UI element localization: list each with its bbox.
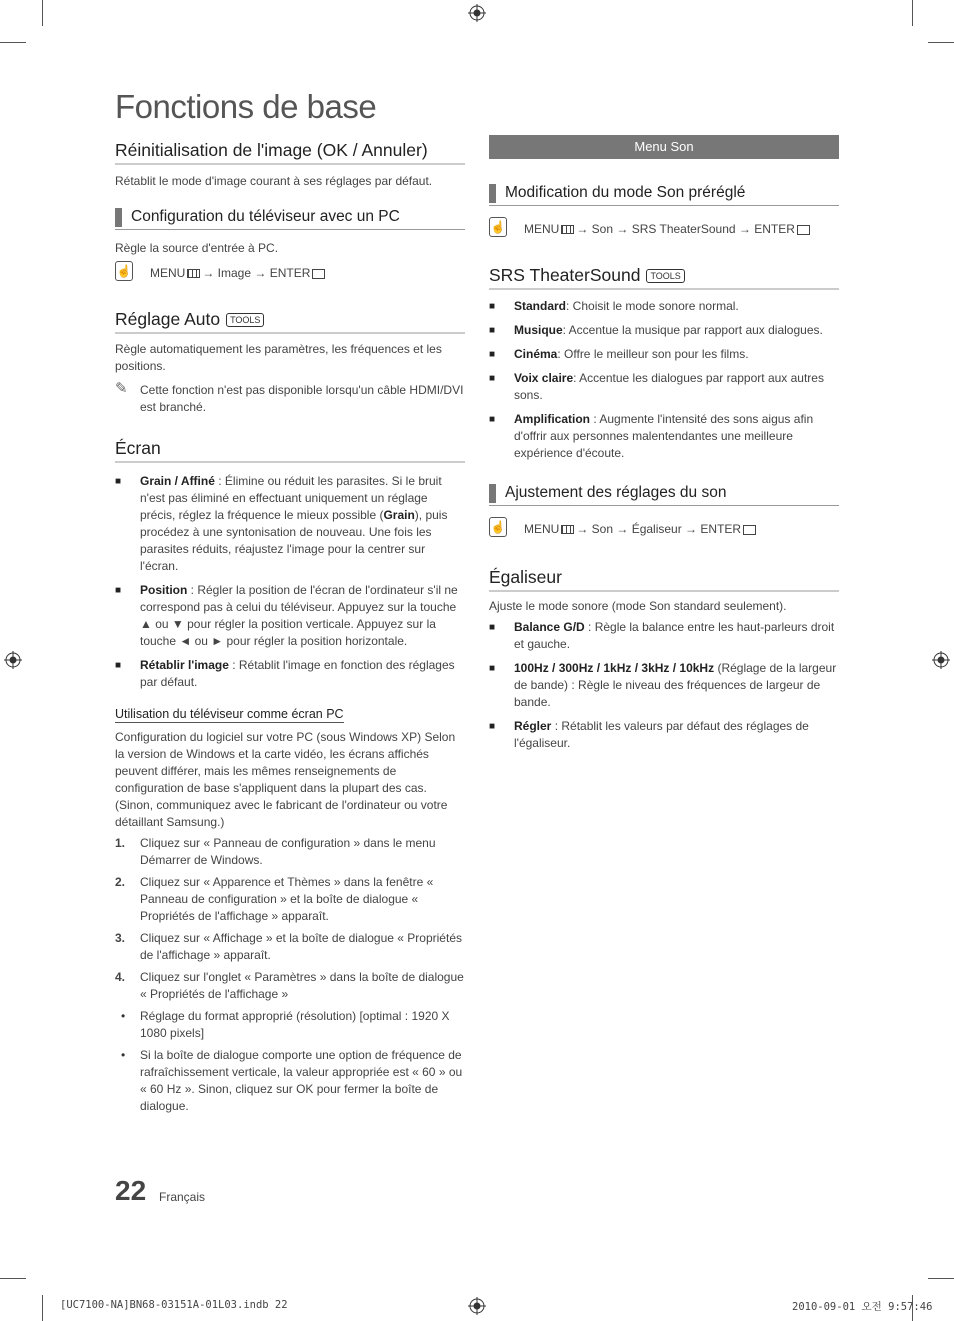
tools-label: TOOLS — [230, 315, 261, 326]
item-text: : Augmente l'intensité des sons aigus afin d'offrir aux personnes malentendantes une meilleure expérience d'écoute. — [514, 412, 814, 460]
section-heading — [489, 265, 839, 290]
eq-list — [489, 619, 839, 752]
note-text: Cette fonction n'est pas disponible lorsqu'un câble HDMI/DVI est branché. — [140, 383, 464, 414]
item-text: : Régler la position de l'écran de l'ordinateur s'il ne correspond pas à celui du téléviseur. Appuyez sur la touche ▲ ou ▼ pour régler la position verticale. Appuyez sur la touche ◄ ou ► pour régler la position horizontale. — [140, 583, 458, 648]
step-number: 4. — [115, 970, 126, 984]
item-label: Position — [140, 583, 188, 597]
list-item — [115, 657, 465, 691]
section-heading: Écran — [115, 438, 465, 463]
item-label: Régler — [514, 719, 552, 733]
item-text: : Offre le meilleur son pour les films. — [557, 347, 749, 361]
heading-text: Réglage Auto — [115, 309, 221, 329]
menu-path-text: → Son → Égaliseur → ENTER — [576, 522, 742, 536]
hand-icon: ☝ — [489, 217, 507, 237]
menu-icon — [187, 269, 200, 278]
item-label: Balance G/D — [514, 620, 585, 634]
item-label: Grain — [383, 508, 415, 522]
page-language: Français — [159, 1190, 206, 1204]
registration-mark-icon — [932, 651, 950, 669]
list-item — [489, 660, 839, 711]
list-item — [489, 298, 839, 315]
subsection-heading: Modification du mode Son préréglé — [489, 184, 839, 206]
page-title: Fonctions de base — [115, 88, 377, 125]
item-label: Standard — [514, 299, 567, 313]
crop-mark — [928, 42, 954, 43]
section-text: Configuration du logiciel sur votre PC (sous Windows XP) Selon la version de Windows et la carte vidéo, les écrans affichés peuvent différer, mais les mêmes renseignements de configuration de base s'appliquent dans la plupart des cas. (Sinon, communiquez avec le fabricant de l'ordinateur ou votre détaillant Samsung.) — [115, 730, 456, 829]
registration-mark-icon — [4, 651, 22, 669]
list-item — [489, 346, 839, 363]
item-text: (Réglage de la largeur de bande) : Règle le niveau des fréquences de largeur de bande. — [514, 661, 837, 709]
item-label: Voix claire — [514, 371, 574, 385]
step-text: Cliquez sur « Apparence et Thèmes » dans la fenêtre « Panneau de configuration » et la boîte de dialogue « Propriétés de l'affichage » apparaît. — [140, 875, 434, 923]
item-text: : Rétablit les valeurs par défaut des réglages de l'égaliseur. — [514, 719, 809, 750]
crop-mark — [42, 0, 43, 26]
section-text: Rétablit le mode d'image courant à ses réglages par défaut. — [115, 174, 433, 188]
menu-path — [489, 219, 839, 239]
menu-icon — [561, 225, 574, 234]
subsection-heading: Configuration du téléviseur avec un PC — [115, 208, 465, 230]
item-text: : Choisit le mode sonore normal. — [566, 299, 739, 313]
item-label: 100Hz / 300Hz / 1kHz / 3kHz / 10kHz — [514, 661, 715, 675]
section-text: Ajuste le mode sonore (mode Son standard seulement). — [489, 599, 787, 613]
crop-mark — [0, 1278, 26, 1279]
section-heading: Réinitialisation de l'image (OK / Annuler) — [115, 140, 465, 165]
item-label: Musique — [514, 323, 563, 337]
steps-list — [115, 835, 465, 1003]
menu-label: MENU — [150, 266, 186, 280]
crop-mark — [42, 1295, 43, 1321]
section-text: Règle la source d'entrée à PC. — [115, 241, 279, 255]
notes-list — [115, 1008, 465, 1115]
step-number: 3. — [115, 931, 126, 945]
menu-label: MENU — [524, 222, 560, 236]
item-label: Rétablir l'image — [140, 658, 229, 672]
crop-mark — [912, 0, 913, 26]
step-item — [115, 835, 465, 869]
menu-path — [115, 263, 465, 283]
menu-icon — [561, 525, 574, 534]
section-heading — [115, 309, 465, 334]
registration-mark-icon — [468, 4, 486, 22]
note — [115, 382, 465, 416]
heading-text: Utilisation du téléviseur comme écran PC — [115, 707, 344, 721]
note-item: • Réglage du format approprié (résolution) [optimal : 1920 X 1080 pixels] — [115, 1008, 465, 1042]
step-number: 2. — [115, 875, 126, 889]
item-text: : Accentue les dialogues par rapport aux autres sons. — [514, 371, 824, 402]
enter-icon — [743, 525, 756, 535]
item-text: : Règle la balance entre les haut-parleurs droit et gauche. — [514, 620, 835, 651]
list-item — [489, 411, 839, 462]
srs-list — [489, 298, 839, 462]
item-text: : Rétablit l'image en fonction des réglages par défaut. — [140, 658, 455, 689]
section-text: Règle automatiquement les paramètres, les fréquences et les positions. — [115, 342, 442, 373]
list-item — [115, 473, 465, 575]
item-label: Cinéma — [514, 347, 558, 361]
crop-mark — [928, 1278, 954, 1279]
crop-mark — [0, 42, 26, 43]
subsection-heading — [115, 705, 465, 723]
subsection-heading: Ajustement des réglages du son — [489, 484, 839, 506]
footer-date: 2010-09-01 오전 9:57:46 — [792, 1301, 933, 1313]
item-label: Grain / Affiné — [140, 474, 215, 488]
section-heading: Égaliseur — [489, 567, 839, 592]
enter-icon — [312, 269, 325, 279]
menu-label: MENU — [524, 522, 560, 536]
step-item — [115, 930, 465, 964]
item-text: ), puis procédez à une syntonisation de nouveau. Une fois les parasites réduits, réajustez l'image pour la centrer sur l'écran. — [140, 508, 448, 573]
right-column — [489, 184, 839, 752]
hand-icon: ☝ — [489, 517, 507, 537]
step-number: 1. — [115, 836, 126, 850]
menu-band: Menu Son — [489, 135, 839, 159]
heading-text: SRS TheaterSound — [489, 265, 641, 285]
tools-label: TOOLS — [650, 271, 681, 282]
tools-icon — [226, 313, 264, 327]
list-item — [489, 718, 839, 752]
enter-icon — [797, 225, 810, 235]
step-text: Cliquez sur « Panneau de configuration » dans le menu Démarrer de Windows. — [140, 836, 436, 867]
step-item — [115, 969, 465, 1003]
menu-path-text: → Son → SRS TheaterSound → ENTER — [576, 222, 795, 236]
list-item — [489, 322, 839, 339]
step-item — [115, 874, 465, 925]
tools-icon — [646, 269, 684, 283]
hand-icon: ☝ — [115, 261, 133, 281]
item-text: : Élimine ou réduit les parasites. Si le bruit n'est pas éliminé en effectuant uniquement un réglage précis, réglez la fréquence le mieux possible ( — [140, 474, 442, 522]
list-item — [115, 582, 465, 650]
left-column — [115, 140, 465, 1115]
menu-path — [489, 519, 839, 539]
list-item — [489, 370, 839, 404]
item-text: : Accentue la musique par rapport aux dialogues. — [562, 323, 823, 337]
page-number: 22 — [115, 1175, 147, 1206]
item-label: Amplification — [514, 412, 591, 426]
step-text: Cliquez sur l'onglet « Paramètres » dans la boîte de dialogue « Propriétés de l'affichage » — [140, 970, 464, 1001]
menu-path-text: → Image → ENTER — [202, 266, 311, 280]
step-text: Cliquez sur « Affichage » et la boîte de dialogue « Propriétés de l'affichage » apparaît. — [140, 931, 462, 962]
footer-file: [UC7100-NA]BN68-03151A-01L03.indb 22 — [60, 1299, 288, 1311]
pencil-icon: ✎ — [115, 380, 128, 397]
registration-mark-icon — [468, 1297, 486, 1315]
list-item — [489, 619, 839, 653]
note-item: • Si la boîte de dialogue comporte une option de fréquence de rafraîchissement verticale, la valeur appropriée est « 60 » ou « 60 Hz ». Sinon, cliquez sur OK pour fermer la boîte de dialogue. — [115, 1047, 465, 1115]
